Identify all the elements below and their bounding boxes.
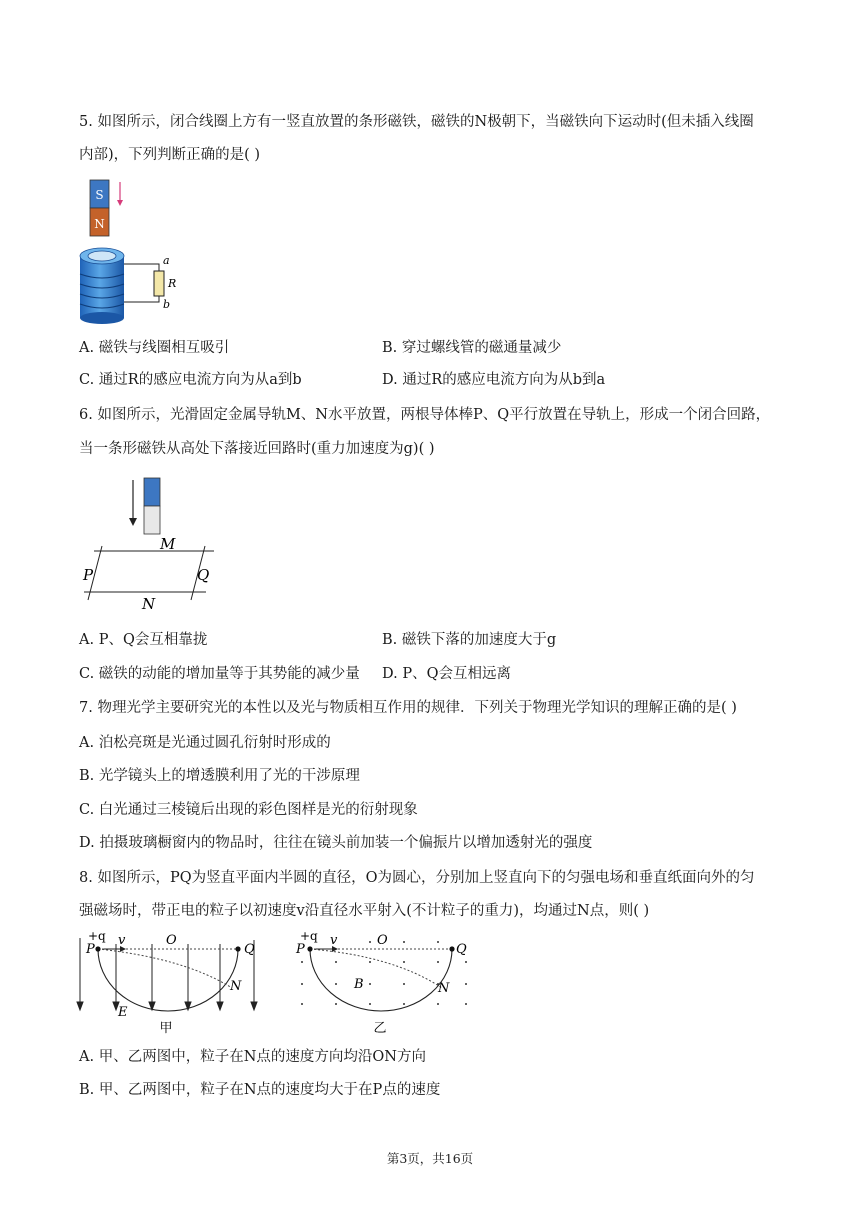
q7-option-a: A. 泊松亮斑是光通过圆孔衍射时形成的 <box>79 735 331 751</box>
figure-magnetic-field <box>295 930 467 1036</box>
right-p-label: P <box>296 942 305 957</box>
q6-option-b: B. 磁铁下落的加速度大于g <box>382 632 557 648</box>
label-n: N <box>142 595 156 613</box>
q5-stem-line2: 内部)，下列判断正确的是( ) <box>79 147 261 163</box>
q8-stem-line2: 强磁场时，带正电的粒子以初速度v沿直径水平射入(不计粒子的重力)，均通过N点，则( ) <box>79 903 650 919</box>
down-arrow-icon <box>129 480 137 526</box>
q6-option-a: A. P、Q会互相靠拢 <box>79 632 208 648</box>
q5-option-c: C. 通过R的感应电流方向为从a到b <box>79 372 302 388</box>
q8-option-a: A. 甲、乙两图中，粒子在N点的速度方向均沿ON方向 <box>79 1049 426 1065</box>
left-o-label: O <box>166 933 177 948</box>
right-n-label: N <box>438 981 450 996</box>
q6-option-c: C. 磁铁的动能的增加量等于其势能的减少量 <box>79 666 360 682</box>
label-r: R <box>168 277 177 290</box>
solenoid-coil <box>80 248 124 324</box>
q5-option-b: B. 穿过螺线管的磁通量减少 <box>382 340 562 356</box>
right-v-label: v <box>330 933 338 948</box>
figure-electric-field <box>77 930 257 1036</box>
q8-fields-figure <box>74 930 474 1038</box>
q8-stem-line1: 8. 如图所示，PQ为竖直平面内半圆的直径，O为圆心，分别加上竖直向下的匀强电场和垂直纸面向外的匀 <box>79 870 755 886</box>
q6-stem-line2: 当一条形磁铁从高处下落接近回路时(重力加速度为g)( ) <box>79 441 435 457</box>
magnet-n-label: N <box>94 217 105 231</box>
left-q-label: Q <box>244 942 255 957</box>
q5-magnet-coil-figure <box>75 178 185 326</box>
q5-option-d: D. 通过R的感应电流方向为从b到a <box>382 372 606 388</box>
label-a: a <box>163 254 170 267</box>
q5-stem-line1: 5. 如图所示，闭合线圈上方有一竖直放置的条形磁铁，磁铁的N极朝下，当磁铁向下运动时(但未插入线圈 <box>79 114 754 130</box>
q6-rails-figure <box>78 474 218 616</box>
page-footer: 第3页，共16页 <box>386 1151 474 1166</box>
left-e-label: E <box>118 1005 128 1020</box>
right-b-label: B <box>354 977 364 992</box>
resistor-circuit <box>124 254 176 311</box>
q7-option-d: D. 拍摄玻璃橱窗内的物品时，往往在镜头前加装一个偏振片以增加透射光的强度 <box>79 835 593 851</box>
q7-option-c: C. 白光通过三棱镜后出现的彩色图样是光的衍射现象 <box>79 802 418 818</box>
falling-magnet <box>144 478 160 534</box>
bar-magnet <box>90 180 109 236</box>
label-m: M <box>160 535 176 553</box>
magnet-s-label: S <box>95 188 104 202</box>
left-p-label: P <box>86 942 95 957</box>
label-b: b <box>163 298 171 311</box>
down-arrow-icon <box>117 182 123 206</box>
right-caption: 乙 <box>373 1021 387 1036</box>
right-o-label: O <box>377 933 388 948</box>
q6-stem-line1: 6. 如图所示，光滑固定金属导轨M、N水平放置，两根导体棒P、Q平行放置在导轨上，形成一个闭合回路， <box>79 407 771 423</box>
right-q-label: Q <box>456 942 467 957</box>
q7-stem: 7. 物理光学主要研究光的本性以及光与物质相互作用的规律．下列关于物理光学知识的理解正确的是( ) <box>79 700 737 716</box>
q5-option-a: A. 磁铁与线圈相互吸引 <box>79 340 230 356</box>
left-n-label: N <box>230 979 242 994</box>
left-charge-label: +q <box>88 930 106 943</box>
label-p: P <box>83 566 94 584</box>
right-charge-label: +q <box>300 930 318 943</box>
left-caption: 甲 <box>159 1021 173 1036</box>
q7-option-b: B. 光学镜头上的增透膜利用了光的干涉原理 <box>79 768 360 784</box>
q8-option-b: B. 甲、乙两图中，粒子在N点的速度均大于在P点的速度 <box>79 1082 441 1098</box>
label-q: Q <box>197 566 210 584</box>
left-v-label: v <box>118 933 126 948</box>
q6-option-d: D. P、Q会互相远离 <box>382 666 511 682</box>
